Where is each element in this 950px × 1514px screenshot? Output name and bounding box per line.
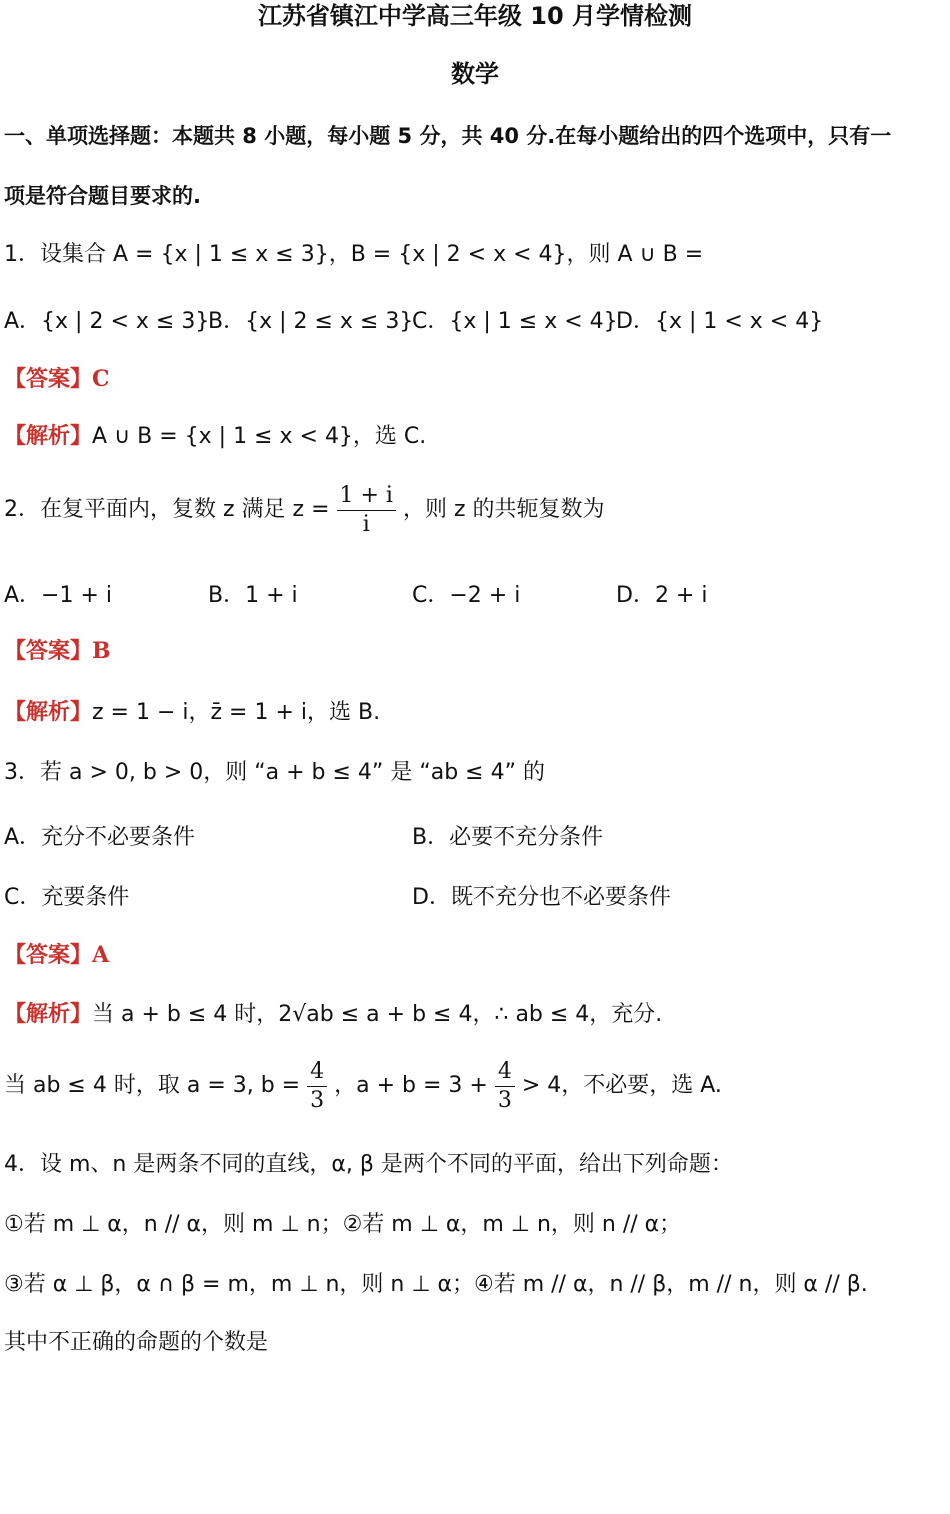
q3-analysis: [4, 1002, 662, 1028]
q3-analysis-continued: [4, 1058, 722, 1114]
fraction-numerator: 4: [495, 1058, 515, 1087]
q2-fraction: [337, 482, 396, 538]
analysis-label: 【解析】: [4, 700, 93, 725]
page-title: 江苏省镇江中学高三年级 10 月学情检测: [257, 2, 693, 30]
analysis-label: 【解析】: [4, 424, 93, 449]
answer-label: 【答案】: [4, 943, 93, 968]
analysis-label: 【解析】: [4, 1002, 93, 1027]
q1-analysis: [4, 424, 426, 450]
q2-option-a: A．−1 + i: [4, 583, 113, 608]
fraction-numerator: 4: [307, 1058, 327, 1087]
q2-stem-pre: 2．在复平面内，复数 z 满足 z =: [4, 497, 330, 522]
q4-propositions-line-1: ①若 m ⊥ α，n // α，则 m ⊥ n；②若 m ⊥ α，m ⊥ n，则 n // α；: [4, 1212, 682, 1237]
answer-value: B: [92, 638, 111, 664]
analysis-text: A ∪ B = {x | 1 ≤ x < 4}，选 C.: [92, 424, 427, 449]
q3-option-a: A．充分不必要条件: [4, 825, 196, 850]
fraction-denominator: i: [362, 511, 370, 537]
fraction-numerator: 1 + i: [337, 482, 396, 511]
fraction-four-thirds-2: [495, 1058, 515, 1114]
q4-question: 其中不正确的命题的个数是: [4, 1330, 269, 1355]
q3-stem: 3．若 a > 0, b > 0，则 “a + b ≤ 4” 是 “ab ≤ 4” 的: [4, 760, 545, 785]
q4-stem: 4．设 m、n 是两条不同的直线，α, β 是两个不同的平面，给出下列命题：: [4, 1152, 733, 1177]
analysis2-post: > 4，不必要，选 A.: [521, 1073, 722, 1098]
answer-label: 【答案】: [4, 367, 93, 392]
q2-stem: [4, 482, 605, 538]
answer-value: A: [92, 942, 110, 968]
q2-stem-post: ，则 z 的共轭复数为: [402, 497, 605, 522]
q4-propositions-line-2: ③若 α ⊥ β，α ∩ β = m，m ⊥ n，则 n ⊥ α；④若 m // α，n // β，m // n，则 α // β.: [4, 1272, 868, 1297]
q3-option-c: C．充要条件: [4, 885, 130, 910]
q2-option-b: B．1 + i: [208, 583, 298, 608]
answer-value: C: [92, 366, 110, 392]
q3-answer: [4, 942, 109, 969]
q2-analysis: [4, 700, 380, 726]
q1-option-a: A．{x | 2 < x ≤ 3}: [4, 309, 210, 334]
q2-option-d: D．2 + i: [616, 583, 708, 608]
q1-stem: 1．设集合 A = {x | 1 ≤ x ≤ 3}，B = {x | 2 < x < 4}，则 A ∪ B =: [4, 242, 704, 267]
subject-title: 数学: [451, 60, 499, 88]
q3-option-b: B．必要不充分条件: [412, 825, 604, 850]
analysis-text: z = 1 − i，z̄ = 1 + i，选 B.: [92, 700, 381, 725]
answer-label: 【答案】: [4, 639, 93, 664]
q1-option-d: D．{x | 1 < x < 4}: [616, 309, 824, 334]
q2-option-c: C．−2 + i: [412, 583, 521, 608]
q2-answer: [4, 638, 111, 665]
q1-answer: [4, 366, 110, 393]
fraction-four-thirds: [307, 1058, 327, 1114]
q1-option-c: C．{x | 1 ≤ x < 4}: [412, 309, 618, 334]
fraction-denominator: 3: [310, 1087, 325, 1113]
section-heading-line-2: 项是符合题目要求的.: [4, 184, 201, 208]
q3-option-d: D．既不充分也不必要条件: [412, 885, 671, 910]
q1-option-b: B．{x | 2 ≤ x ≤ 3}: [208, 309, 414, 334]
analysis2-pre: 当 ab ≤ 4 时，取 a = 3, b =: [4, 1073, 301, 1098]
analysis-text: 当 a + b ≤ 4 时，2√ab ≤ a + b ≤ 4，∴ ab ≤ 4，充分.: [92, 1002, 663, 1027]
section-heading-line-1: 一、单项选择题：本题共 8 小题，每小题 5 分，共 40 分.在每小题给出的四个选项中，只有一: [4, 124, 892, 148]
analysis2-mid: ，a + b = 3 +: [334, 1073, 488, 1098]
fraction-denominator: 3: [497, 1087, 512, 1113]
